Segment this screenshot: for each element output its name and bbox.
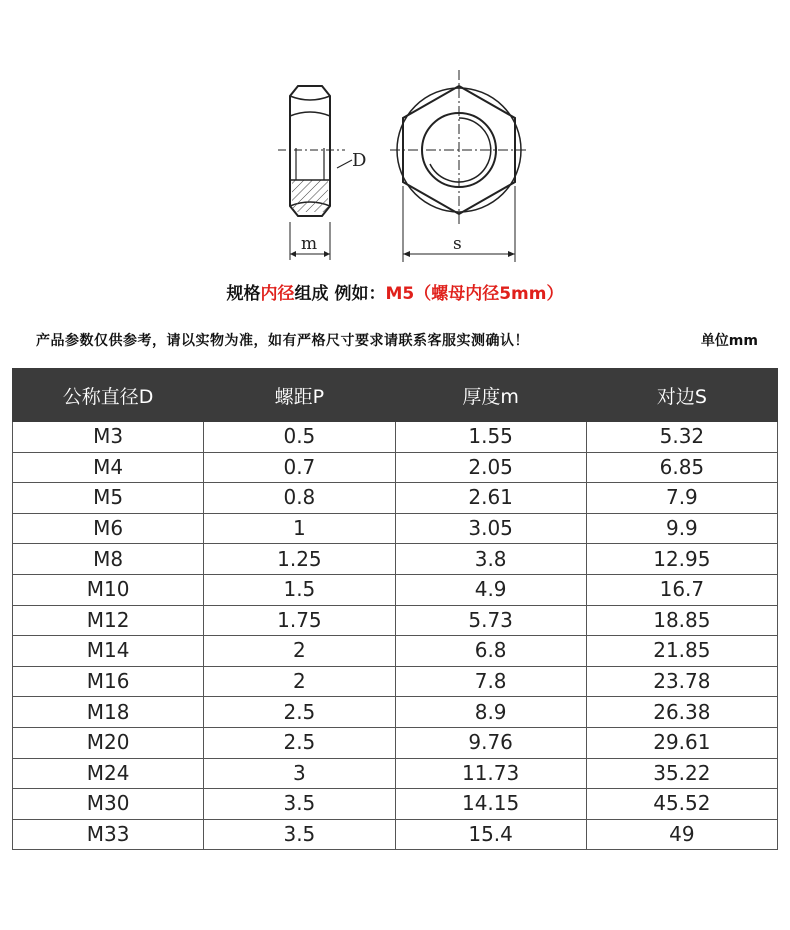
header-across-flats: 对边S <box>586 369 777 422</box>
cell-across-flats: 5.32 <box>586 422 777 453</box>
cell-thickness: 7.8 <box>395 666 586 697</box>
table-row <box>13 758 778 789</box>
spec-prefix: 规格 <box>226 284 261 304</box>
header-thickness: 厚度m <box>395 369 586 422</box>
cell-thickness: 15.4 <box>395 819 586 850</box>
table-row <box>13 666 778 697</box>
cell-thickness: 3.05 <box>395 513 586 544</box>
cell-across-flats: 18.85 <box>586 605 777 636</box>
cell-diameter: M5 <box>13 483 204 514</box>
cell-across-flats: 23.78 <box>586 666 777 697</box>
cell-diameter: M24 <box>13 758 204 789</box>
cell-pitch: 0.5 <box>204 422 395 453</box>
cell-pitch: 0.8 <box>204 483 395 514</box>
cell-across-flats: 26.38 <box>586 697 777 728</box>
table-row <box>13 819 778 850</box>
header-diameter: 公称直径D <box>13 369 204 422</box>
cell-thickness: 8.9 <box>395 697 586 728</box>
hex-nut-diagram <box>0 0 790 270</box>
cell-across-flats: 16.7 <box>586 574 777 605</box>
cell-thickness: 2.05 <box>395 452 586 483</box>
notice-text: 产品参数仅供参考，请以实物为准，如有严格尺寸要求请联系客服实测确认！ <box>36 333 529 349</box>
cell-pitch: 2.5 <box>204 727 395 758</box>
cell-across-flats: 29.61 <box>586 727 777 758</box>
unit-label: 单位mm <box>700 333 758 349</box>
cell-across-flats: 12.95 <box>586 544 777 575</box>
cell-pitch: 1.75 <box>204 605 395 636</box>
table-row <box>13 513 778 544</box>
cell-diameter: M12 <box>13 605 204 636</box>
cell-diameter: M8 <box>13 544 204 575</box>
table-row <box>13 544 778 575</box>
spec-line <box>0 279 790 304</box>
spec-highlight: 内径 <box>260 284 295 304</box>
cell-diameter: M30 <box>13 789 204 820</box>
header-pitch: 螺距P <box>204 369 395 422</box>
cell-thickness: 1.55 <box>395 422 586 453</box>
table-row <box>13 452 778 483</box>
cell-diameter: M16 <box>13 666 204 697</box>
cell-diameter: M14 <box>13 636 204 667</box>
cell-diameter: M18 <box>13 697 204 728</box>
cell-thickness: 4.9 <box>395 574 586 605</box>
cell-pitch: 3.5 <box>204 789 395 820</box>
cell-thickness: 9.76 <box>395 727 586 758</box>
cell-across-flats: 35.22 <box>586 758 777 789</box>
table-row <box>13 697 778 728</box>
cell-diameter: M10 <box>13 574 204 605</box>
table-body <box>13 422 778 850</box>
cell-pitch: 3 <box>204 758 395 789</box>
table-row <box>13 789 778 820</box>
cell-diameter: M3 <box>13 422 204 453</box>
cell-pitch: 1.5 <box>204 574 395 605</box>
spec-example: M5（螺母内径5mm） <box>385 284 564 304</box>
spec-middle: 组成 例如： <box>294 284 386 304</box>
cell-thickness: 5.73 <box>395 605 586 636</box>
diagram-label-d: D <box>352 150 367 171</box>
table-header-row <box>13 369 778 422</box>
cell-diameter: M4 <box>13 452 204 483</box>
cell-pitch: 3.5 <box>204 819 395 850</box>
table-row <box>13 605 778 636</box>
cell-across-flats: 7.9 <box>586 483 777 514</box>
cell-pitch: 0.7 <box>204 452 395 483</box>
cell-pitch: 1 <box>204 513 395 544</box>
cell-pitch: 2 <box>204 636 395 667</box>
cell-pitch: 2 <box>204 666 395 697</box>
spec-table <box>12 368 778 850</box>
cell-diameter: M6 <box>13 513 204 544</box>
cell-thickness: 14.15 <box>395 789 586 820</box>
table-row <box>13 636 778 667</box>
cell-thickness: 6.8 <box>395 636 586 667</box>
cell-pitch: 2.5 <box>204 697 395 728</box>
table-row <box>13 727 778 758</box>
cell-thickness: 2.61 <box>395 483 586 514</box>
diagram-label-s: s <box>453 234 462 254</box>
cell-pitch: 1.25 <box>204 544 395 575</box>
cell-across-flats: 49 <box>586 819 777 850</box>
cell-diameter: M33 <box>13 819 204 850</box>
cell-across-flats: 6.85 <box>586 452 777 483</box>
cell-across-flats: 21.85 <box>586 636 777 667</box>
cell-across-flats: 9.9 <box>586 513 777 544</box>
table-row <box>13 574 778 605</box>
cell-diameter: M20 <box>13 727 204 758</box>
cell-thickness: 11.73 <box>395 758 586 789</box>
table-row <box>13 483 778 514</box>
cell-across-flats: 45.52 <box>586 789 777 820</box>
cell-thickness: 3.8 <box>395 544 586 575</box>
diagram-label-m: m <box>301 234 318 254</box>
table-row <box>13 422 778 453</box>
nut-side-view <box>290 86 330 216</box>
